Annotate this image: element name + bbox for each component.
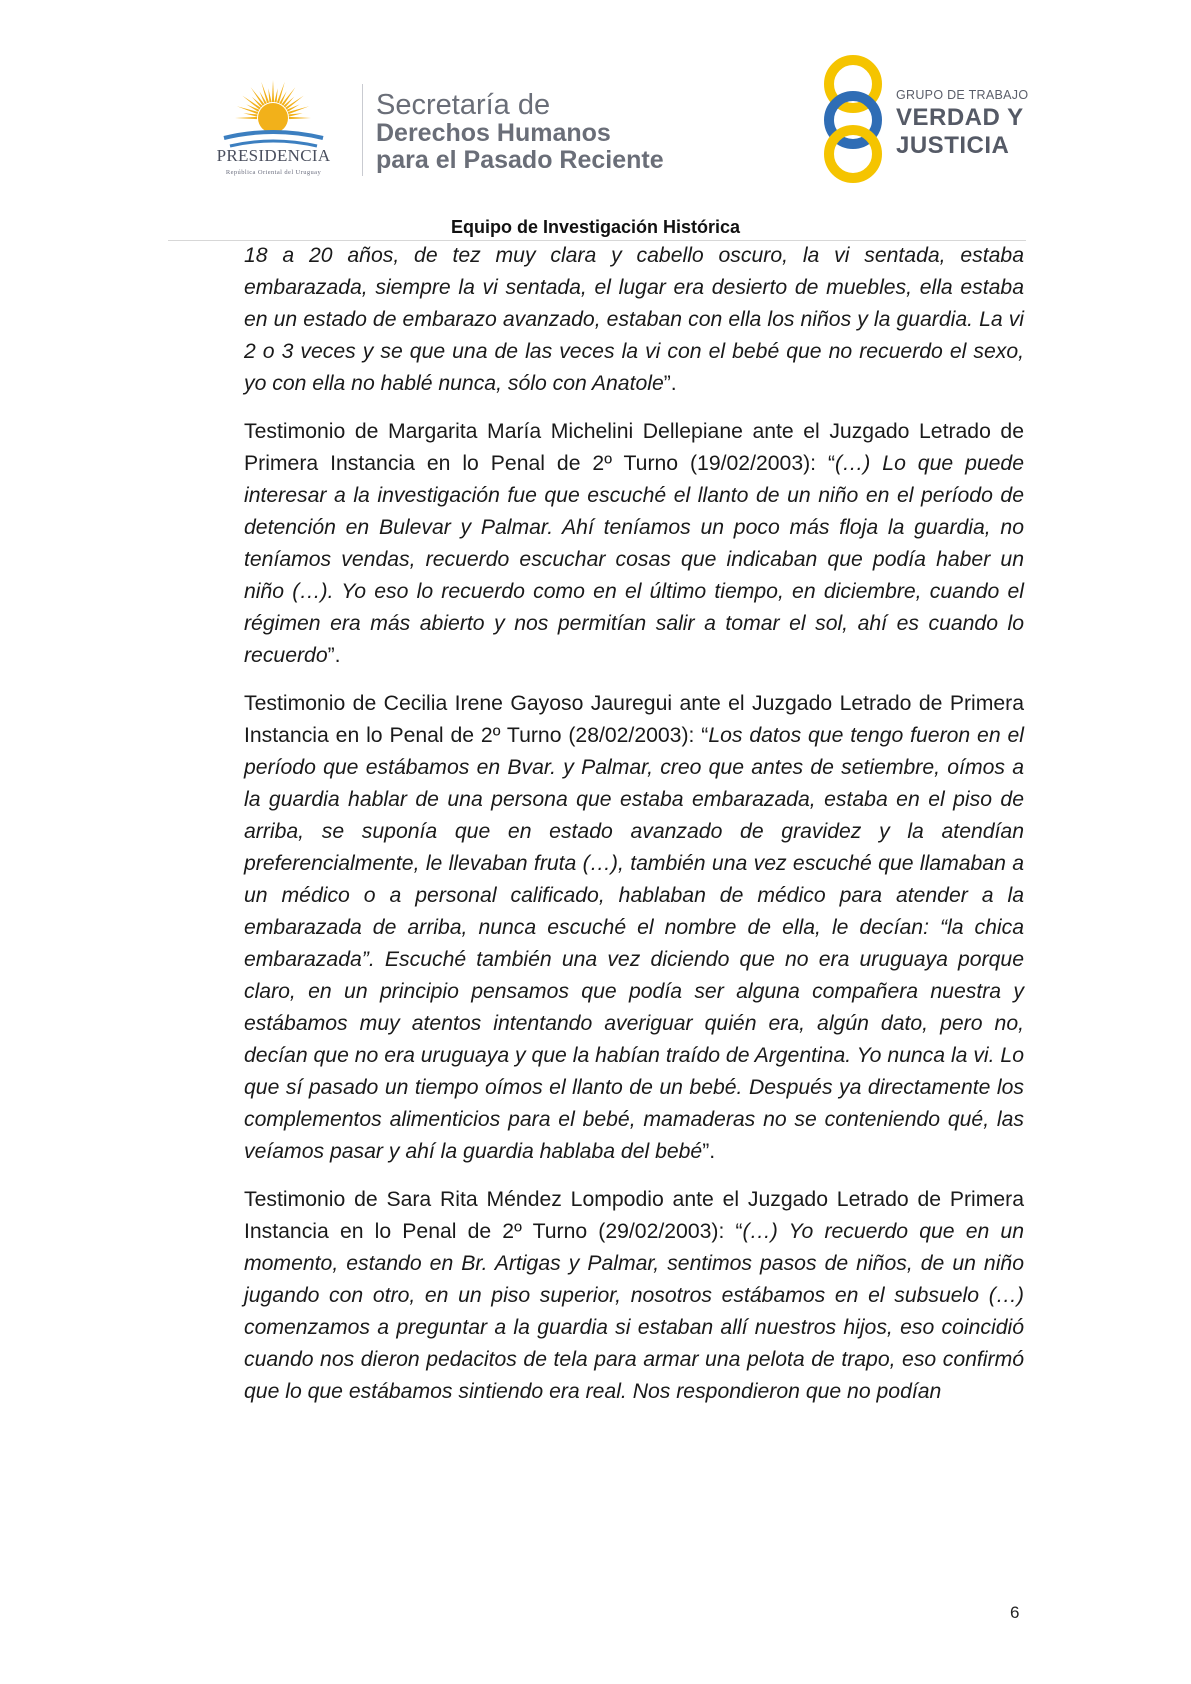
page-number: 6: [1010, 1603, 1020, 1622]
sun-ray: [243, 113, 257, 116]
text-run: Testimonio de Cecilia Irene Gayoso Jauregui ante el Juzgado Letrado de Primera Instancia en lo Penal de 2º Turno (28/02/2003): “: [244, 692, 1024, 747]
sun-ray: [289, 113, 303, 116]
sun-ray: [268, 88, 271, 102]
team-heading: Equipo de Investigación Histórica: [450, 217, 741, 237]
italic-quote: (…) Lo que puede interesar a la investigación fue que escuché el llanto de un niño en el período de detención en Bulevar y Palmar. Ahí teníamos un poco más floja la guardia, no teníamos vendas, recuerdo escuchar cosas que indicaban que podía haber un niño (…). Yo eso lo recuerdo como en el último tiempo, en diciembre, cuando el régimen era más abierto y nos permitían salir a tomar el sol, ahí es cuando lo recuerdo: [244, 452, 1025, 667]
secretaria-line3: para el Pasado Reciente: [376, 146, 664, 174]
paragraph: [244, 240, 1024, 400]
grupo-line1: GRUPO DE TRABAJO: [896, 88, 1029, 102]
header-divider: [362, 84, 363, 176]
page-header: [0, 0, 1191, 250]
sun-ray: [289, 117, 311, 119]
secretaria-line1: Secretaría de: [376, 89, 551, 121]
rings-emblem-icon: [818, 54, 888, 184]
sun-ray: [261, 82, 269, 103]
italic-quote: Los datos que tengo fueron en el período que estábamos en Bvar. y Palmar, creo que antes de setiembre, oímos a la guardia hablar de una persona que estaba embarazada, estaba en el piso de arriba, se suponía que en estado avanzado de gravidez y la atendían preferencialmente, le llevaban fruta (…), también una vez escuché que llamaban a un médico o a personal calificado, hablaban de médico para atender a la embarazada de arriba, nunca escuché el nombre de ella, le decían: “la chica embarazada”. Escuché también una vez diciendo que no era uruguaya porque claro, en un principio pensamos que podía ser alguna compañera nuestra y estábamos muy atentos intentando averiguar quién era, algún dato, pero no, decían que no era uruguaya y que la habían traído de Argentina. Yo nunca la vi. Lo que sí pasado un tiempo oímos el llanto de un bebé. Después ya directamente los complementos alimenticios para el bebé, mamaderas no se conteniendo qué, las veíamos pasar y ahí la guardia hablaba del bebé: [244, 724, 1024, 1163]
secretaria-logo: [376, 90, 664, 174]
secretaria-line2: Derechos Humanos: [376, 119, 611, 147]
grupo-line2: VERDAD Y: [896, 104, 1024, 131]
sun-ray: [272, 80, 274, 102]
presidencia-name: PRESIDENCIA: [216, 146, 331, 165]
sun-ray: [288, 106, 309, 114]
text-run: ”.: [663, 372, 677, 395]
sun-ray: [237, 106, 258, 114]
text-run: ”.: [327, 644, 341, 667]
sun-ray: [277, 82, 285, 103]
paragraph: [244, 416, 1024, 672]
paragraph: [244, 688, 1024, 1168]
paragraph: [244, 1184, 1024, 1408]
italic-quote: 18 a 20 años, de tez muy clara y cabello oscuro, la vi sentada, estaba embarazada, siempre la vi sentada, el lugar era desierto de muebles, ella estaba en un estado de embarazo avanzado, estaban con ella los niños y la guardia. La vi 2 o 3 veces y se que una de las veces la vi con el bebé que no recuerdo el sexo, yo con ella no hablé nunca, sólo con Anatole: [244, 244, 1024, 395]
text-run: Testimonio de Margarita María Michelini Dellepiane ante el Juzgado Letrado de Primera Instancia en lo Penal de 2º Turno (19/02/2003): “: [244, 420, 1024, 475]
italic-quote: (…) Yo recuerdo que en un momento, estando en Br. Artigas y Palmar, sentimos pasos de niños, de un niño jugando con otro, en un piso superior, nosotros estábamos en el subsuelo (…) comenzamos a preguntar a la guardia si estaban allí nuestros hijos, eso coincidió cuando nos dieron pedacitos de tela para armar una pelota de trapo, eso confirmó que lo que estábamos sintiendo era real. Nos respondieron que no podían: [244, 1220, 1024, 1403]
grupo-trabajo-logo: [818, 54, 1038, 184]
presidencia-subtitle: República Oriental del Uruguay: [225, 169, 322, 176]
grupo-line3: JUSTICIA: [896, 132, 1010, 159]
sun-ray: [274, 88, 277, 102]
sun-ray: [235, 117, 257, 119]
presidencia-logo: [196, 78, 351, 188]
text-run: ”.: [702, 1140, 716, 1163]
document-body: [244, 240, 1024, 1424]
text-run: Testimonio de Sara Rita Méndez Lompodio ante el Juzgado Letrado de Primera Instancia en lo Penal de 2º Turno (29/02/2003): “: [244, 1188, 1024, 1243]
